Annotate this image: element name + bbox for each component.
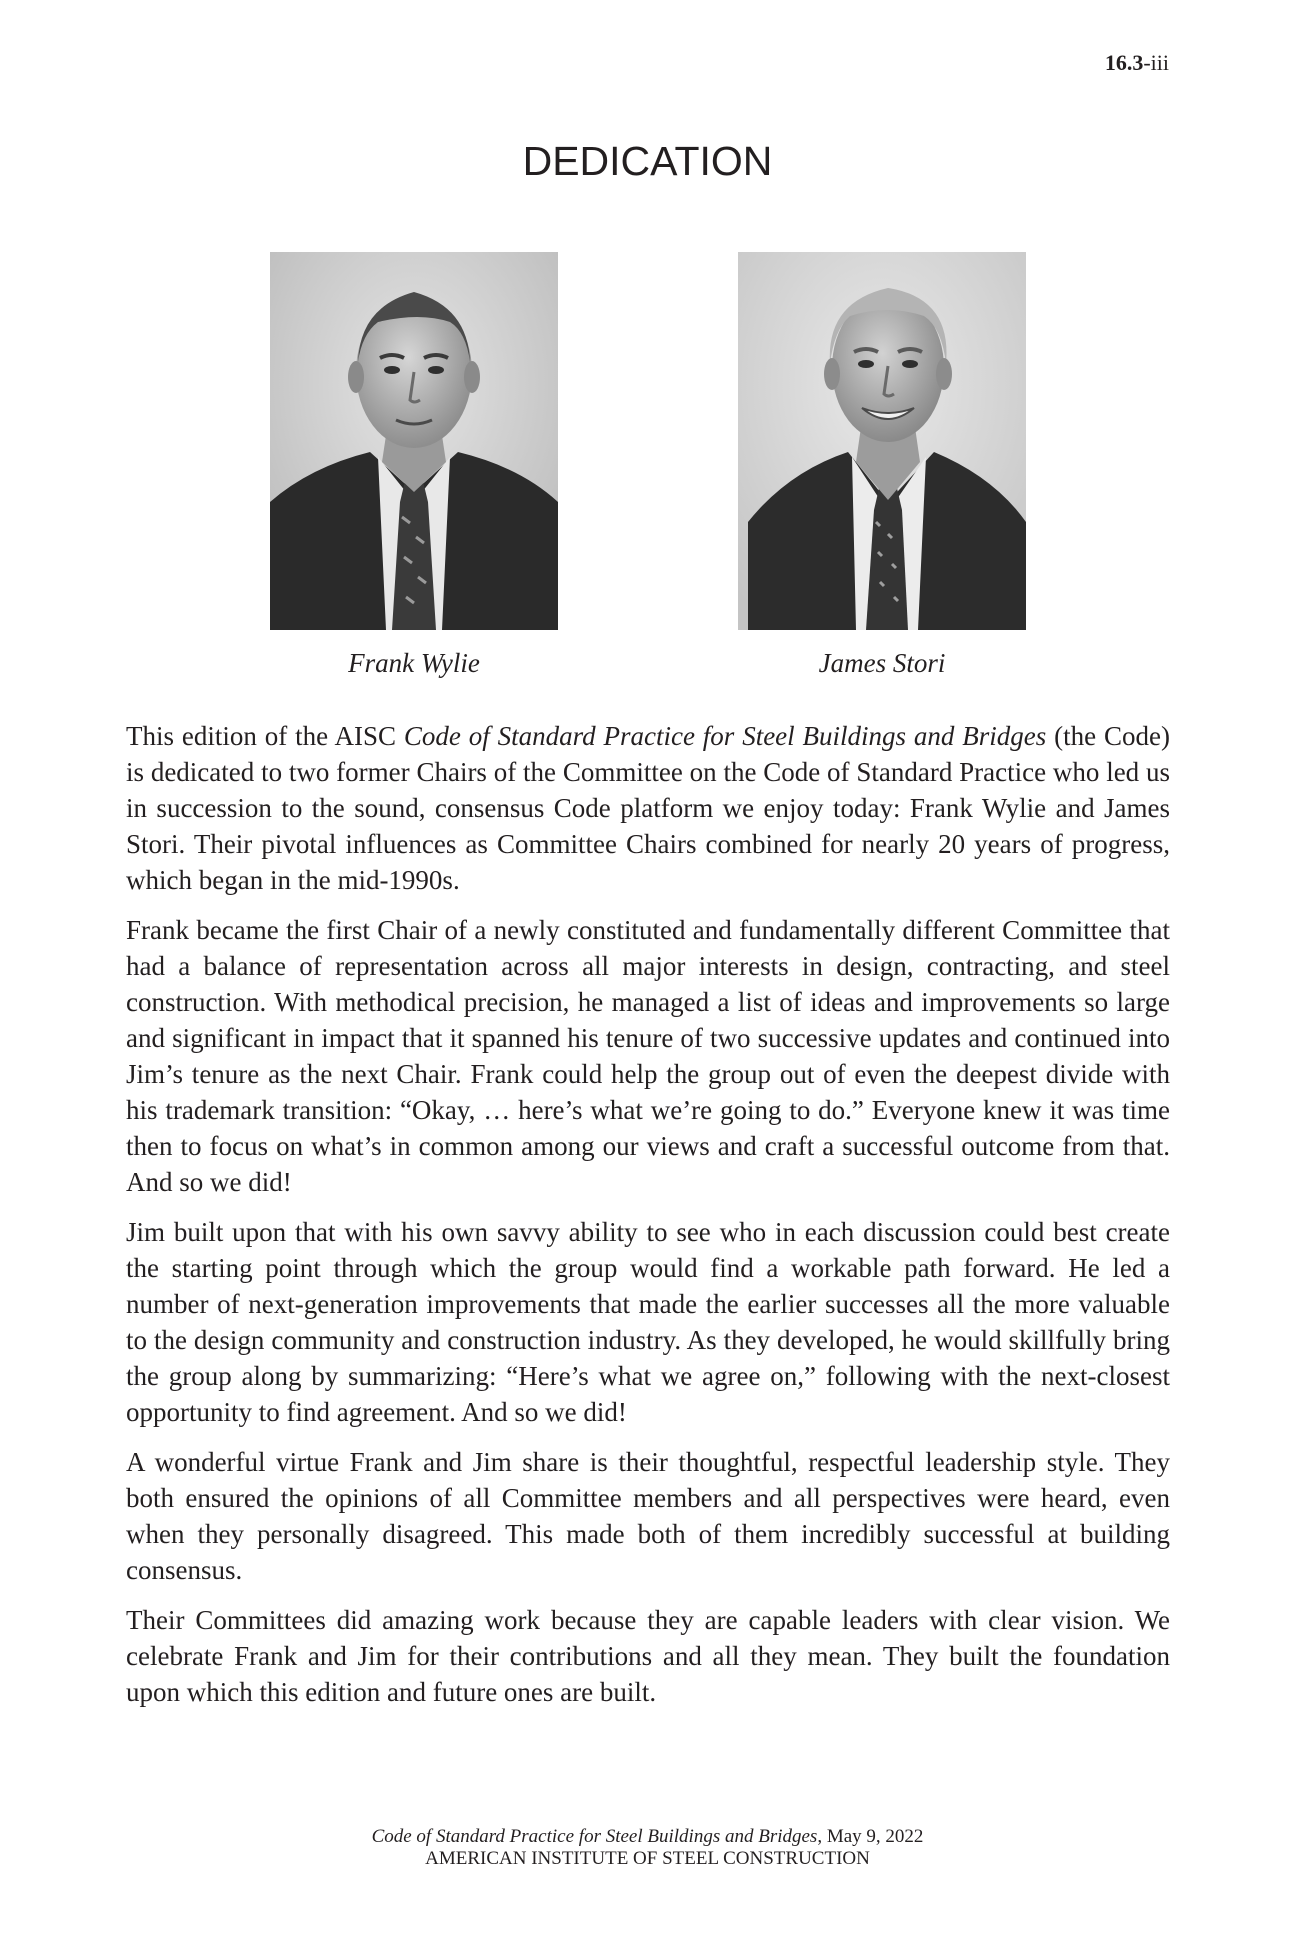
page-footer (0, 1826, 1295, 1870)
paragraph-5: Their Committees did amazing work because they are capable leaders with clear vision. We celebrate Frank and Jim for their contributions and all they mean. They built the foundation upon which this edition and future ones are built. (126, 1605, 1170, 1707)
footer-publisher: AMERICAN INSTITUTE OF STEEL CONSTRUCTION (425, 1848, 870, 1869)
dedication-body (126, 718, 1170, 1724)
portrait-frank-wylie (270, 252, 558, 630)
page-title: DEDICATION (522, 138, 773, 184)
portrait-james-stori (738, 252, 1026, 630)
paragraph-1-rest: (the Code) is dedicated to two former Chairs of the Committee on the Code of Standard Practice who led us in succession to the sound, consensus Code platform we enjoy today: Frank Wylie and James Stori. Their pivotal influences as Committee Chairs combined for nearly 20 years of progress, which began in the mid-1990s. (126, 721, 1170, 895)
code-title: Code of Standard Practice for Steel Buildings and Bridges (403, 721, 1047, 751)
paragraph-1-intro: This edition of the AISC (126, 721, 404, 751)
caption-james-stori: James Stori (818, 648, 946, 678)
paragraph-3: Jim built upon that with his own savvy ability to see who in each discussion could best create the starting point through which the group would find a workable path forward. He led a number of next-generation improvements that made the earlier successes all the more valuable to the design community and construction industry. As they developed, he would skillfully bring the group along by summarizing: “Here’s what we agree on,” following with the next-closest opportunity to find agreement. And so we did! (126, 1217, 1170, 1427)
footer-date: , May 9, 2022 (817, 1826, 924, 1847)
paragraph-1 (126, 718, 1170, 898)
paragraph-2: Frank became the first Chair of a newly constituted and fundamentally different Committee that had a balance of representation across all major interests in design, contracting, and steel construction. With methodical precision, he managed a list of ideas and improvements so large and significant in impact that it spanned his tenure of two successive updates and continued into Jim’s tenure as the next Chair. Frank could help the group out of even the deepest divide with his trademark transition: “Okay, … here’s what we’re going to do.” Everyone knew it was time then to focus on what’s in common among our views and craft a successful outcome from that. And so we did! (126, 915, 1170, 1197)
caption-frank-wylie: Frank Wylie (348, 648, 480, 678)
page-number (1105, 50, 1169, 76)
page-number-roman: -iii (1143, 50, 1169, 75)
footer-line-1 (0, 1826, 1295, 1848)
footer-code-title: Code of Standard Practice for Steel Buildings and Bridges (371, 1826, 818, 1847)
paragraph-4: A wonderful virtue Frank and Jim share is their thoughtful, respectful leadership style. They both ensured the opinions of all Committee members and all perspectives were heard, even when they personally disagreed. This made both of them incredibly successful at building consensus. (126, 1447, 1170, 1585)
page-number-section: 16.3 (1104, 50, 1144, 75)
